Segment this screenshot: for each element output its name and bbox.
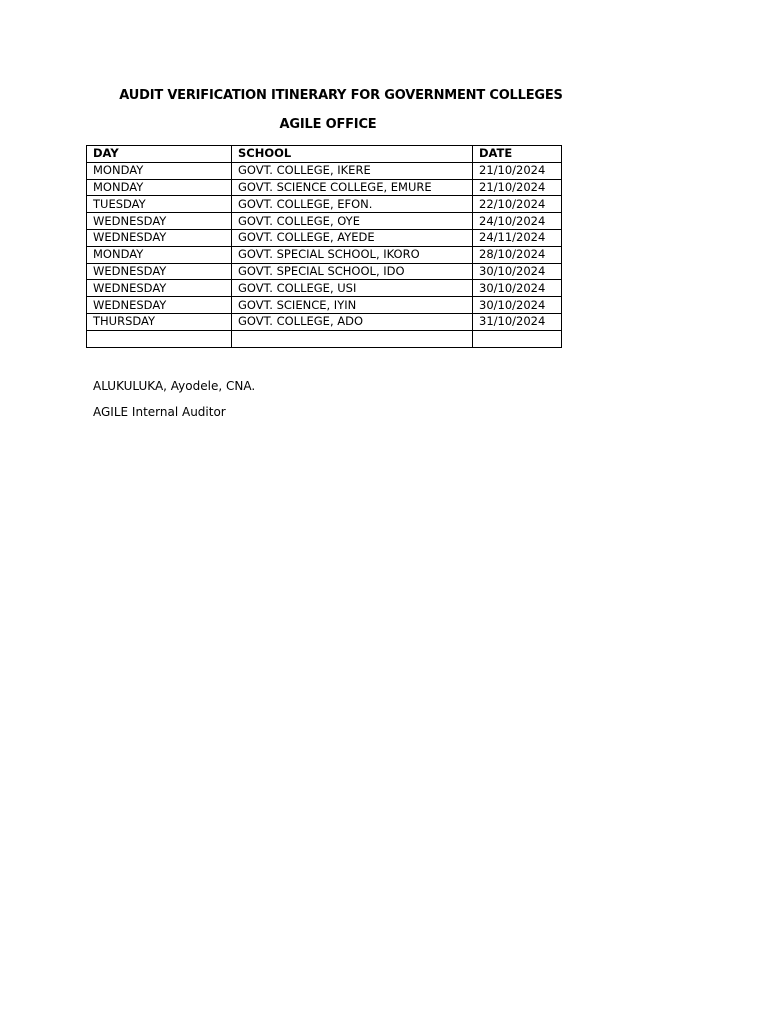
table-row bbox=[87, 280, 562, 297]
cell-school: GOVT. COLLEGE, OYE bbox=[232, 213, 473, 230]
cell-school: GOVT. SCIENCE, IYIN bbox=[232, 297, 473, 314]
document-title: AUDIT VERIFICATION ITINERARY FOR GOVERNMENT COLLEGES bbox=[119, 88, 563, 103]
cell-school: GOVT. COLLEGE, AYEDE bbox=[232, 229, 473, 246]
cell-date: 24/10/2024 bbox=[473, 213, 562, 230]
table-row bbox=[87, 229, 562, 246]
cell-date bbox=[473, 330, 562, 347]
cell-school: GOVT. COLLEGE, ADO bbox=[232, 313, 473, 330]
cell-day: MONDAY bbox=[87, 246, 232, 263]
cell-day bbox=[87, 330, 232, 347]
signatory-role: AGILE Internal Auditor bbox=[93, 405, 226, 419]
cell-school bbox=[232, 330, 473, 347]
signatory-name: ALUKULUKA, Ayodele, CNA. bbox=[93, 379, 256, 393]
column-header-day: DAY bbox=[87, 146, 232, 163]
cell-school: GOVT. COLLEGE, USI bbox=[232, 280, 473, 297]
cell-date: 31/10/2024 bbox=[473, 313, 562, 330]
table-row bbox=[87, 213, 562, 230]
cell-date: 24/11/2024 bbox=[473, 229, 562, 246]
cell-date: 28/10/2024 bbox=[473, 246, 562, 263]
table-row bbox=[87, 162, 562, 179]
cell-date: 30/10/2024 bbox=[473, 263, 562, 280]
itinerary-table bbox=[86, 145, 562, 348]
cell-day: WEDNESDAY bbox=[87, 263, 232, 280]
table-row bbox=[87, 313, 562, 330]
cell-date: 21/10/2024 bbox=[473, 179, 562, 196]
cell-school: GOVT. SPECIAL SCHOOL, IKORO bbox=[232, 246, 473, 263]
table-row bbox=[87, 297, 562, 314]
table-row bbox=[87, 263, 562, 280]
cell-date: 22/10/2024 bbox=[473, 196, 562, 213]
cell-day: WEDNESDAY bbox=[87, 297, 232, 314]
document-subtitle: AGILE OFFICE bbox=[279, 117, 377, 132]
cell-date: 21/10/2024 bbox=[473, 162, 562, 179]
cell-day: MONDAY bbox=[87, 162, 232, 179]
cell-day: THURSDAY bbox=[87, 313, 232, 330]
cell-day: TUESDAY bbox=[87, 196, 232, 213]
cell-day: WEDNESDAY bbox=[87, 229, 232, 246]
table-row-empty bbox=[87, 330, 562, 347]
cell-school: GOVT. SCIENCE COLLEGE, EMURE bbox=[232, 179, 473, 196]
cell-day: MONDAY bbox=[87, 179, 232, 196]
table-header-row bbox=[87, 146, 562, 163]
column-header-school: SCHOOL bbox=[232, 146, 473, 163]
cell-date: 30/10/2024 bbox=[473, 280, 562, 297]
cell-school: GOVT. COLLEGE, IKERE bbox=[232, 162, 473, 179]
column-header-date: DATE bbox=[473, 146, 562, 163]
cell-date: 30/10/2024 bbox=[473, 297, 562, 314]
table-row bbox=[87, 196, 562, 213]
cell-day: WEDNESDAY bbox=[87, 213, 232, 230]
cell-school: GOVT. COLLEGE, EFON. bbox=[232, 196, 473, 213]
cell-school: GOVT. SPECIAL SCHOOL, IDO bbox=[232, 263, 473, 280]
table-row bbox=[87, 179, 562, 196]
cell-day: WEDNESDAY bbox=[87, 280, 232, 297]
table-row bbox=[87, 246, 562, 263]
